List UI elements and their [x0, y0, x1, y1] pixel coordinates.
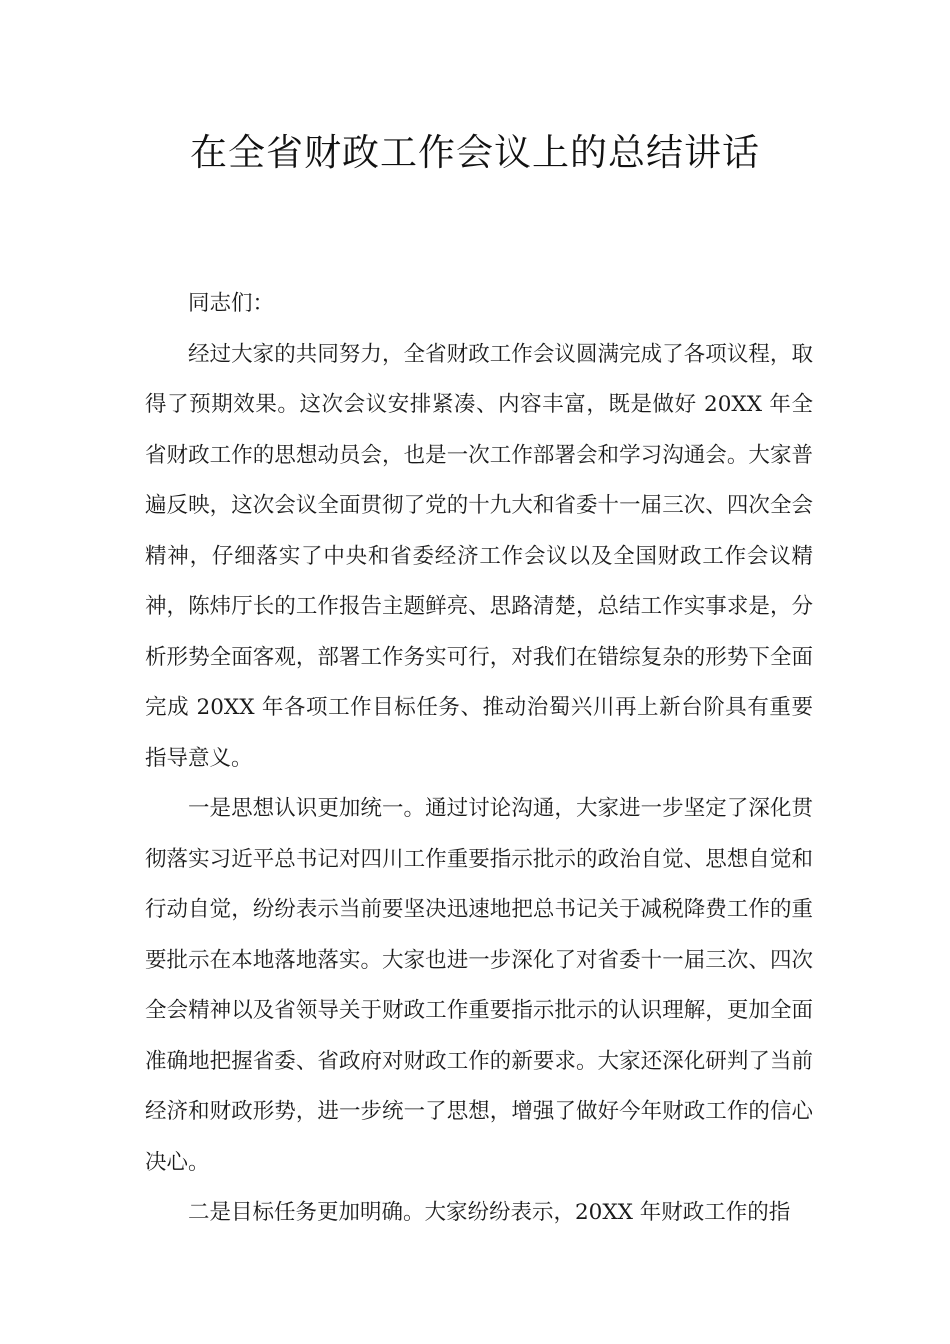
paragraph-intro: 经过大家的共同努力，全省财政工作会议圆满完成了各项议程，取得了预期效果。这次会议安排紧凑、内容丰富，既是做好 20XX 年全省财政工作的思想动员会，也是一次工作部署会和学习沟通会。大家普遍反映，这次会议全面贯彻了党的十九大和省委十一届三次、四次全会精神，仔细落实了中央和省委经济工作会议以及全国财政工作会议精神，陈炜厅长的工作报告主题鲜亮、思路清楚，总结工作实事求是，分析形势全面客观，部署工作务实可行，对我们在错综复杂的形势下全面完成 20XX 年各项工作目标任务、推动治蜀兴川再上新台阶具有重要指导意义。 — [145, 341, 813, 771]
document-title: 在全省财政工作会议上的总结讲话 — [190, 131, 760, 174]
paragraph-salutation: 同志们： — [188, 291, 275, 316]
paragraph-point-one: 一是思想认识更加统一。通过讨论沟通，大家进一步坚定了深化贯彻落实习近平总书记对四川工作重要指示批示的政治自觉、思想自觉和行动自觉，纷纷表示当前要坚决迅速地把总书记关于减税降费工作的重要批示在本地落地落实。大家也进一步深化了对省委十一届三次、四次全会精神以及省领导关于财政工作重要指示批示的认识理解，更加全面准确地把握省委、省政府对财政工作的新要求。大家还深化研判了当前经济和财政形势，进一步统一了思想，增强了做好今年财政工作的信心决心。 — [145, 796, 813, 1175]
document-body — [145, 279, 813, 1239]
paragraph-point-two: 二是目标任务更加明确。大家纷纷表示，20XX 年财政工作的指 — [188, 1200, 791, 1225]
